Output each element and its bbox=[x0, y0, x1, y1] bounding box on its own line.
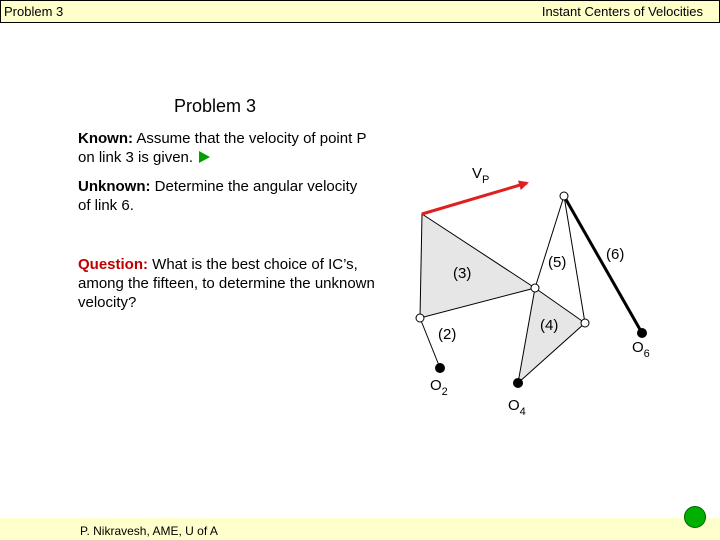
link-5 bbox=[535, 196, 567, 288]
joint-4-5 bbox=[581, 319, 589, 327]
link-4-label: (4) bbox=[540, 317, 559, 334]
known-text: Assume that the velocity of point P on link 3 is given. bbox=[78, 130, 367, 166]
link-4-body bbox=[518, 288, 585, 383]
ground-o6 bbox=[637, 328, 647, 338]
link-2 bbox=[420, 318, 440, 368]
footer-text: P. Nikravesh, AME, U of A bbox=[80, 524, 218, 538]
joint-5-6 bbox=[560, 192, 568, 200]
known-label: Known: bbox=[78, 130, 133, 147]
o4-label: $O_4$ bbox=[508, 397, 526, 418]
link-2-label: (2) bbox=[438, 326, 457, 343]
question-label: Question: bbox=[78, 256, 148, 273]
link-3-body bbox=[420, 214, 535, 318]
unknown-label: Unknown: bbox=[78, 178, 151, 195]
question-text: What is the best choice of IC’s, among the fifteen, to determine the unknown velocity? bbox=[78, 256, 375, 311]
joint-2-3 bbox=[416, 314, 424, 322]
joint-3-5 bbox=[531, 284, 539, 292]
o2-label: $O_2$ bbox=[430, 377, 448, 398]
unknown-text: Determine the angular velocity of link 6. bbox=[78, 178, 358, 214]
velocity-arrow bbox=[422, 183, 527, 214]
page-title: Problem 3 bbox=[174, 96, 257, 116]
ground-o4 bbox=[513, 378, 523, 388]
green-circle-button[interactable] bbox=[684, 506, 706, 528]
o6-label: $O_6$ bbox=[632, 339, 650, 360]
link-3-label: (3) bbox=[453, 265, 472, 282]
header-right: Instant Centers of Velocities bbox=[541, 4, 703, 19]
link-6-label: (6) bbox=[606, 246, 625, 263]
header-left: Problem 3 bbox=[4, 4, 64, 19]
vp-label: $V_P$ bbox=[472, 165, 490, 186]
ground-o2 bbox=[435, 363, 445, 373]
link-5-label: (5) bbox=[548, 254, 567, 271]
